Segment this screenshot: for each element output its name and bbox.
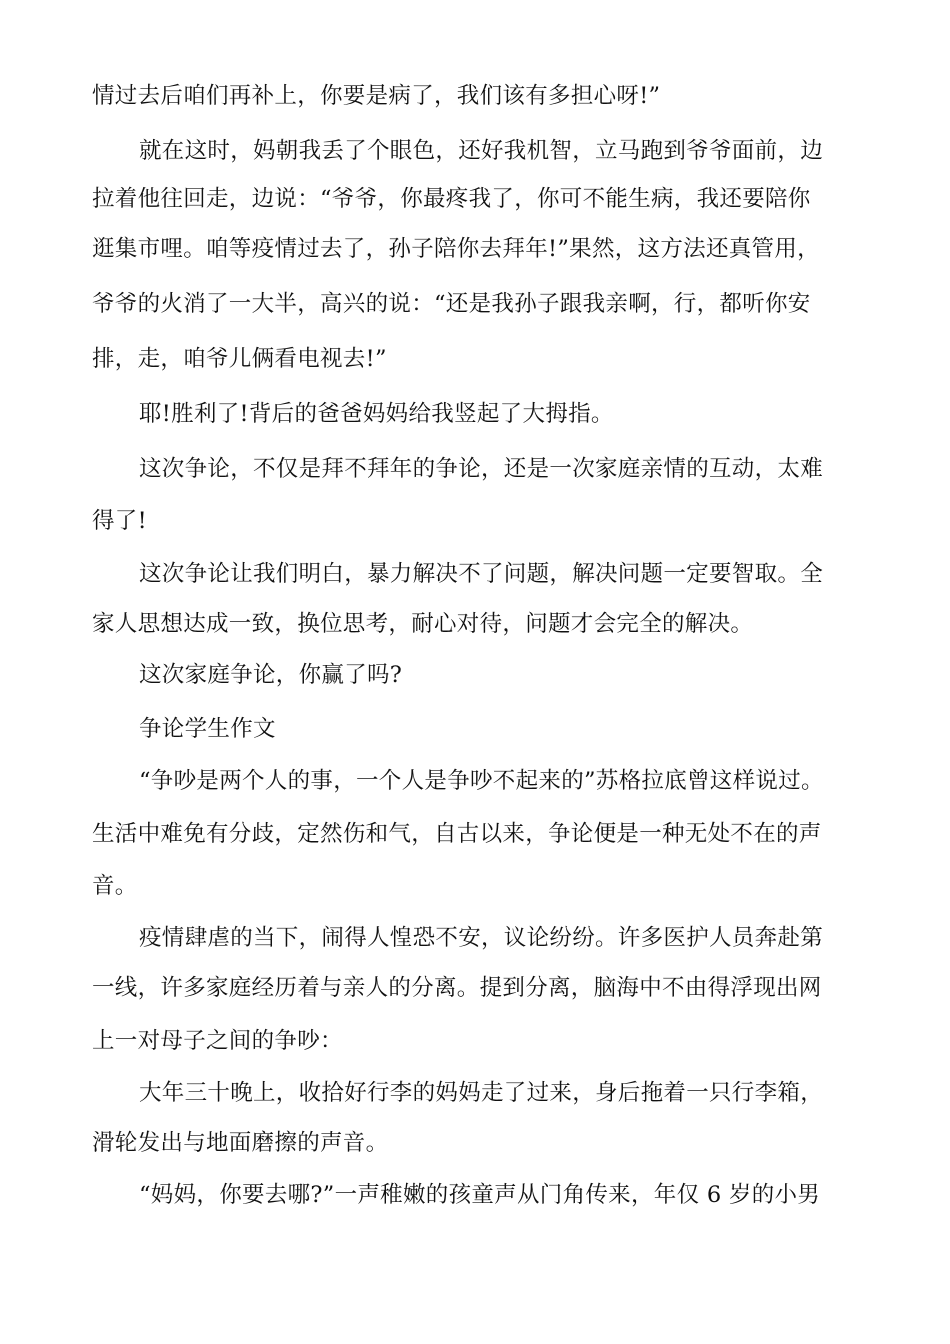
paragraph-start-line: 这次争论让我们明白，暴力解决不了问题，解决问题一定要智取。全 [139, 561, 824, 587]
text-line: 排，走，咱爷儿俩看电视去!” [92, 346, 387, 372]
paragraph-start-line: 这次争论，不仅是拜不拜年的争论，还是一次家庭亲情的互动，太难 [139, 456, 824, 482]
paragraph-start-line: 这次家庭争论，你赢了吗? [139, 662, 403, 688]
paragraph-start-line: 就在这时，妈朝我丢了个眼色，还好我机智，立马跑到爷爷面前，边 [139, 138, 824, 164]
text-line: 音。 [92, 873, 138, 899]
paragraph-start-line: 耶!胜利了!背后的爸爸妈妈给我竖起了大拇指。 [139, 401, 614, 427]
text-line: 滑轮发出与地面磨擦的声音。 [92, 1130, 389, 1156]
text-line: 拉着他往回走，边说：“爷爷，你最疼我了，你可不能生病，我还要陪你 [92, 186, 811, 212]
text-line: 上一对母子之间的争吵： [92, 1028, 343, 1054]
paragraph-start-line: “妈妈，你要去哪?”一声稚嫩的孩童声从门角传来，年仅 6 岁的小男 [139, 1182, 821, 1208]
paragraph-start-line: 大年三十晚上，收拾好行李的妈妈走了过来，身后拖着一只行李箱， [139, 1080, 824, 1106]
paragraph-start-line: 疫情肆虐的当下，闹得人惶恐不安，议论纷纷。许多医护人员奔赴第 [139, 925, 824, 951]
paragraph-start-line: “争吵是两个人的事，一个人是争吵不起来的”苏格拉底曾这样说过。 [139, 768, 824, 794]
text-line: 爷爷的火消了一大半，高兴的说：“还是我孙子跟我亲啊，行，都听你安 [92, 291, 811, 317]
section-title: 争论学生作文 [139, 716, 276, 742]
text-line: 一线，许多家庭经历着与亲人的分离。提到分离，脑海中不由得浮现出网 [92, 975, 822, 1001]
text-line: 情过去后咱们再补上，你要是病了，我们该有多担心呀!” [92, 83, 661, 109]
text-line: 得了! [92, 508, 147, 534]
text-line: 生活中难免有分歧，定然伤和气，自古以来，争论便是一种无处不在的声 [92, 821, 822, 847]
text-line: 逛集市哩。咱等疫情过去了，孙子陪你去拜年!”果然，这方法还真管用， [92, 236, 820, 262]
text-line: 家人思想达成一致，换位思考，耐心对待，问题才会完全的解决。 [92, 611, 754, 637]
